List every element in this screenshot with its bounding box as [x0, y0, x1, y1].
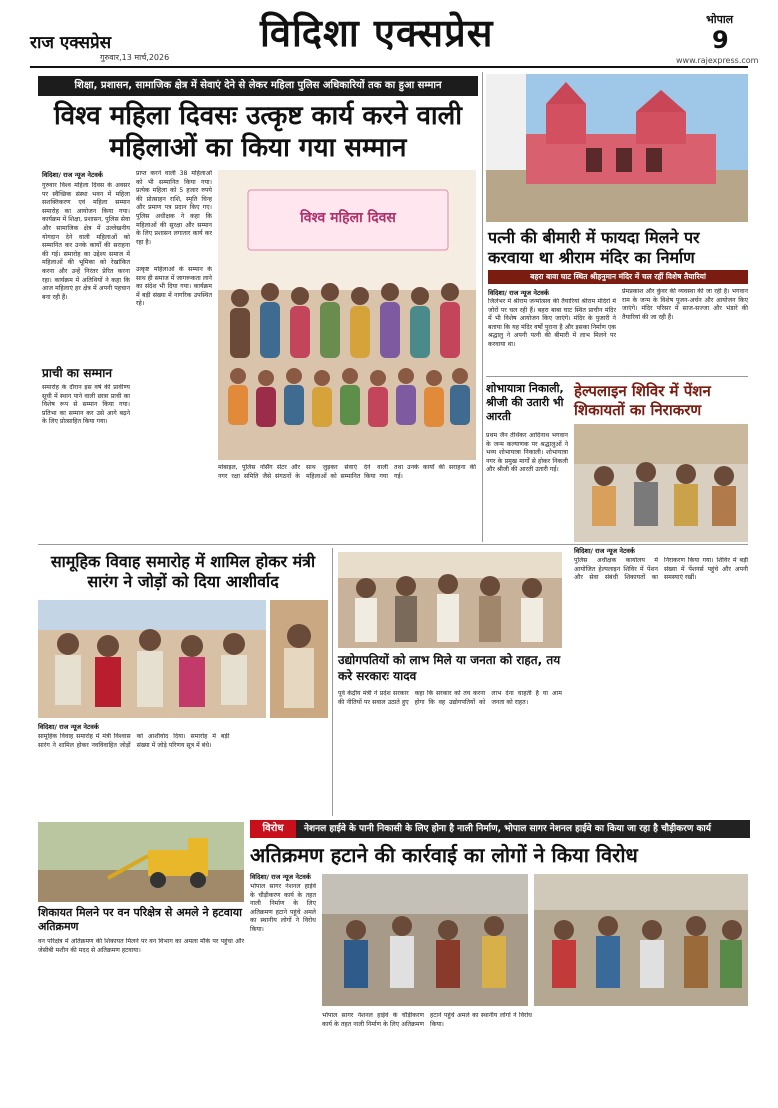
- story7-photo-1: [322, 874, 528, 1006]
- story1-col2b: [136, 266, 212, 472]
- story8-photo: [38, 822, 244, 902]
- story1-byline: विदिशा/ राज न्यूज नेटवर्क: [42, 171, 103, 179]
- story5-photo-2: [270, 600, 328, 718]
- story2-byline: विदिशा/ राज न्यूज नेटवर्क: [488, 289, 549, 297]
- divider-horizontal-1: [486, 376, 748, 377]
- story3-text: प्रथम जैन तीर्थंकर आदिनाथ भगवान के जन्म कल्याणक पर श्रद्धालुओं ने भव्य शोभायात्रा निकाली। शोभायात्रा नगर के प्रमुख मार्गों से होकर निकली और श्रीजी की आरती उतारी गई।: [486, 432, 568, 474]
- story7-byline: विदिशा/ राज न्यूज नेटवर्क: [250, 873, 311, 881]
- divider-vertical-2: [332, 548, 333, 816]
- story5-byline: विदिशा/ राज न्यूज नेटवर्क: [38, 723, 99, 731]
- marriage-image-2: [270, 600, 328, 718]
- story7-photo-2: [534, 874, 748, 1006]
- story5-headline: सामूहिक विवाह समारोह में शामिल होकर मंत्री सारंग ने जोड़ों को दिया आशीर्वाद: [50, 552, 316, 591]
- story7-body: [250, 872, 316, 1100]
- encroachment-image-1: [322, 874, 528, 1006]
- story1-bottom-text: मोबाइल, पुलिस नर्सिंग सेंटर और नगर रक्षा समिति जैसे संगठनों के साथ जुड़कर सेवाएं देने वाली महिलाओं को सम्मानित किया गया तथा उनके कार्यों की सराहना की गई।: [218, 464, 476, 480]
- temple-photo: [486, 74, 748, 222]
- story2-body: [488, 288, 748, 372]
- website: www.rajexpress.com: [676, 56, 759, 65]
- story7-headline: अतिक्रमण हटाने की कार्रवाई का लोगों ने किया विरोध: [250, 843, 638, 867]
- story6-headline: उद्योगपतियों को लाभ मिले या जनता को राहत, तय करे सरकारः यादव: [338, 653, 561, 683]
- story2-col1-text: जिलेभर में श्रीराम जन्मोत्सव की तैयारियां श्रीराम मंदिरों में जोरों पर चल रही हैं। बहरा बाबा घाट स्थित प्राचीन मंदिर में भी विशेष आयोजन किए जाएंगे। मंदिर के पुजारी ने बताया कि यह मंदिर वर्षों पुराना है और इसका निर्माण एक श्रद्धालु ने अपनी पत्नी की बीमारी में लाभ मिलने पर करवाया था।: [488, 298, 616, 348]
- event-banner-label: विश्व महिला दिवस: [300, 210, 396, 226]
- story1-strip: शिक्षा, प्रशासन, सामाजिक क्षेत्र में सेवाएं देने से लेकर महिला पुलिस अधिकारियों तक का हुआ सम्मान: [38, 76, 478, 96]
- temple-image: [486, 74, 748, 222]
- story5-text: सामूहिक विवाह समारोह में मंत्री विश्वास सारंग ने शामिल होकर नवविवाहित जोड़ों को आशीर्वाद दिया। समारोह में बड़ी संख्या में जोड़े परिणय सूत्र में बंधे।: [38, 733, 230, 749]
- story8-text: वन परिक्षेत्र में अतिक्रमण की शिकायत मिलने पर वन विभाग का अमला मौके पर पहुंचा और जेसीबी मशीन की मदद से अतिक्रमण हटवाया।: [38, 938, 244, 954]
- story8-headline: शिकायत मिलने पर वन परिक्षेत्र से अमले ने हटवाया अतिक्रमण: [38, 906, 242, 933]
- helpline-camp-image: [574, 424, 748, 542]
- story1-headline: विश्व महिला दिवसः उत्कृष्ट कार्य करने वाली महिलाओं का किया गया सम्मान: [53, 101, 463, 163]
- politician-image: [338, 552, 562, 648]
- virodh-band: [250, 820, 750, 838]
- story7-text: भोपाल सागर नेशनल हाईवे के चौड़ीकरण कार्य के तहत नाली निर्माण के लिए अतिक्रमण हटाने पहुंचे अमले का स्थानीय लोगों ने विरोध किया।: [250, 883, 316, 933]
- story5-body: [38, 722, 328, 814]
- marriage-image: [38, 600, 266, 718]
- story2-headline: पत्नी की बीमारी में फायदा मिलने पर करवाया था श्रीराम मंदिर का निर्माण: [488, 228, 700, 267]
- story1-event-photo: [218, 170, 476, 460]
- story7-text-2: भोपाल सागर नेशनल हाईवे के चौड़ीकरण कार्य के तहत नाली निर्माण के लिए अतिक्रमण हटाने पहुंचे अमले का स्थानीय लोगों ने विरोध किया।: [322, 1012, 532, 1028]
- story1-col1: [42, 170, 130, 472]
- divider-horizontal-2: [38, 544, 748, 545]
- story6-text: पूर्व केंद्रीय मंत्री ने प्रदेश सरकार की नीतियों पर सवाल उठाते हुए कहा कि सरकार को तय करना होगा कि वह उद्योगपतियों को लाभ देना चाहती है या आम जनता को राहत।: [338, 690, 562, 706]
- story4-photo: [574, 424, 748, 542]
- story5-photo: [38, 600, 266, 718]
- jcb-image: [38, 822, 244, 902]
- story2-col2-text: प्रेमप्रकाश और कुंवर की व्यवस्था की जा रही है। भगवान राम के जन्म के विशेष पूजन-अर्चन और आयोजन किए जाएंगे। मंदिर परिसर में साज-सज्जा और भंडारे की तैयारियां की जा रही हैं।: [622, 288, 748, 321]
- paper-name: राज एक्सप्रेस: [30, 33, 112, 53]
- story1-col2b-text: उत्कृष्ट महिलाओं के सम्मान के साथ ही समाज में जागरूकता लाने का संदेश भी दिया गया। कार्यक्रम में बड़ी संख्या में नागरिक उपस्थित रहे।: [136, 266, 212, 308]
- story4-byline: विदिशा/ राज न्यूज नेटवर्क: [574, 547, 635, 555]
- story1-col2-text: प्राप्त करने वाली 38 महिलाओं को भी सम्मानित किया गया। प्रत्येक महिला को 5 हजार रुपये की प्रोत्साहन राशि, स्मृति चिन्ह और प्रमाण पत्र प्रदान किए गए। पुलिस अधीक्षक ने कहा कि महिलाओं की सुरक्षा और सम्मान के लिए प्रशासन लगातार कार्य कर रहा है।: [136, 170, 212, 246]
- story1-col1b-text: समारोह के दौरान इस वर्ष की प्रावीण्य सूची में स्थान पाने वाली छात्रा प्राची का विशेष रूप से सम्मान किया गया। प्रतिभा का सम्मान कर उसे आगे बढ़ने के लिए प्रोत्साहित किया गया।: [42, 384, 130, 426]
- masthead: [0, 0, 778, 70]
- edition-title: विदिशा एक्सप्रेस: [260, 11, 494, 55]
- divider-vertical-1: [482, 72, 483, 542]
- virodh-tag: विरोध: [250, 820, 296, 838]
- story1-col1-text: गुरुवार विश्व महिला दिवस के अवसर पर स्वैच्छिक संस्था भवन में महिला सशक्तिकरण एवं महिला सम्मान समारोह का आयोजन किया गया। कार्यक्रम में शिक्षा, प्रशासन, पुलिस सेवा और सामाजिक क्षेत्र में उल्लेखनीय योगदान देने वाली महिलाओं को सम्मानित कर उनके कार्यों की सराहना की गई। समारोह का उद्देश्य समाज में महिलाओं की भूमिका को रेखांकित करना और उन्हें निरंतर प्रेरित करना रहा। कार्यक्रम में अतिथियों ने कहा कि आज महिलाएं हर क्षेत्र में अपनी पहचान बना रही हैं।: [42, 182, 130, 301]
- story3-headline: शोभायात्रा निकाली, श्रीजी की उतारी भी आरती: [486, 382, 564, 423]
- story6-photo: [338, 552, 562, 648]
- page-number: 9: [712, 26, 729, 54]
- story4-headline: हेल्पलाइन शिविर में पेंशन शिकायतों का निराकरण: [574, 382, 711, 419]
- story2-band: बहरा बावा घाट स्थित श्रीहनुमान मंदिर में चल रहीं विशेष तैयारियां: [488, 270, 748, 284]
- story4-text: पुलिस अधीक्षक कार्यालय में आयोजित हेल्पलाइन शिविर में पेंशन और सेवा संबंधी शिकायतों का निराकरण किया गया। शिविर में बड़ी संख्या में पेंशनर्स पहुंचे और अपनी समस्याएं रखीं।: [574, 557, 748, 582]
- story1-subhead: प्राची का सम्मान: [42, 366, 112, 380]
- story4-body: [574, 546, 748, 814]
- story1-col2: [136, 170, 212, 260]
- issue-date: गुरुवार,13 मार्च,2026: [100, 53, 170, 62]
- event-photo-image: [218, 170, 476, 460]
- city-label: भोपाल: [706, 13, 734, 26]
- encroachment-image-2: [534, 874, 748, 1006]
- virodh-band-text: नेशनल हाईवे के पानी निकासी के लिए होना है नाली निर्माण, भोपाल सागर नेशनल हाईवे का किया जा रहा है चौड़ीकरण कार्य: [304, 824, 711, 834]
- masthead-rule: [30, 66, 748, 68]
